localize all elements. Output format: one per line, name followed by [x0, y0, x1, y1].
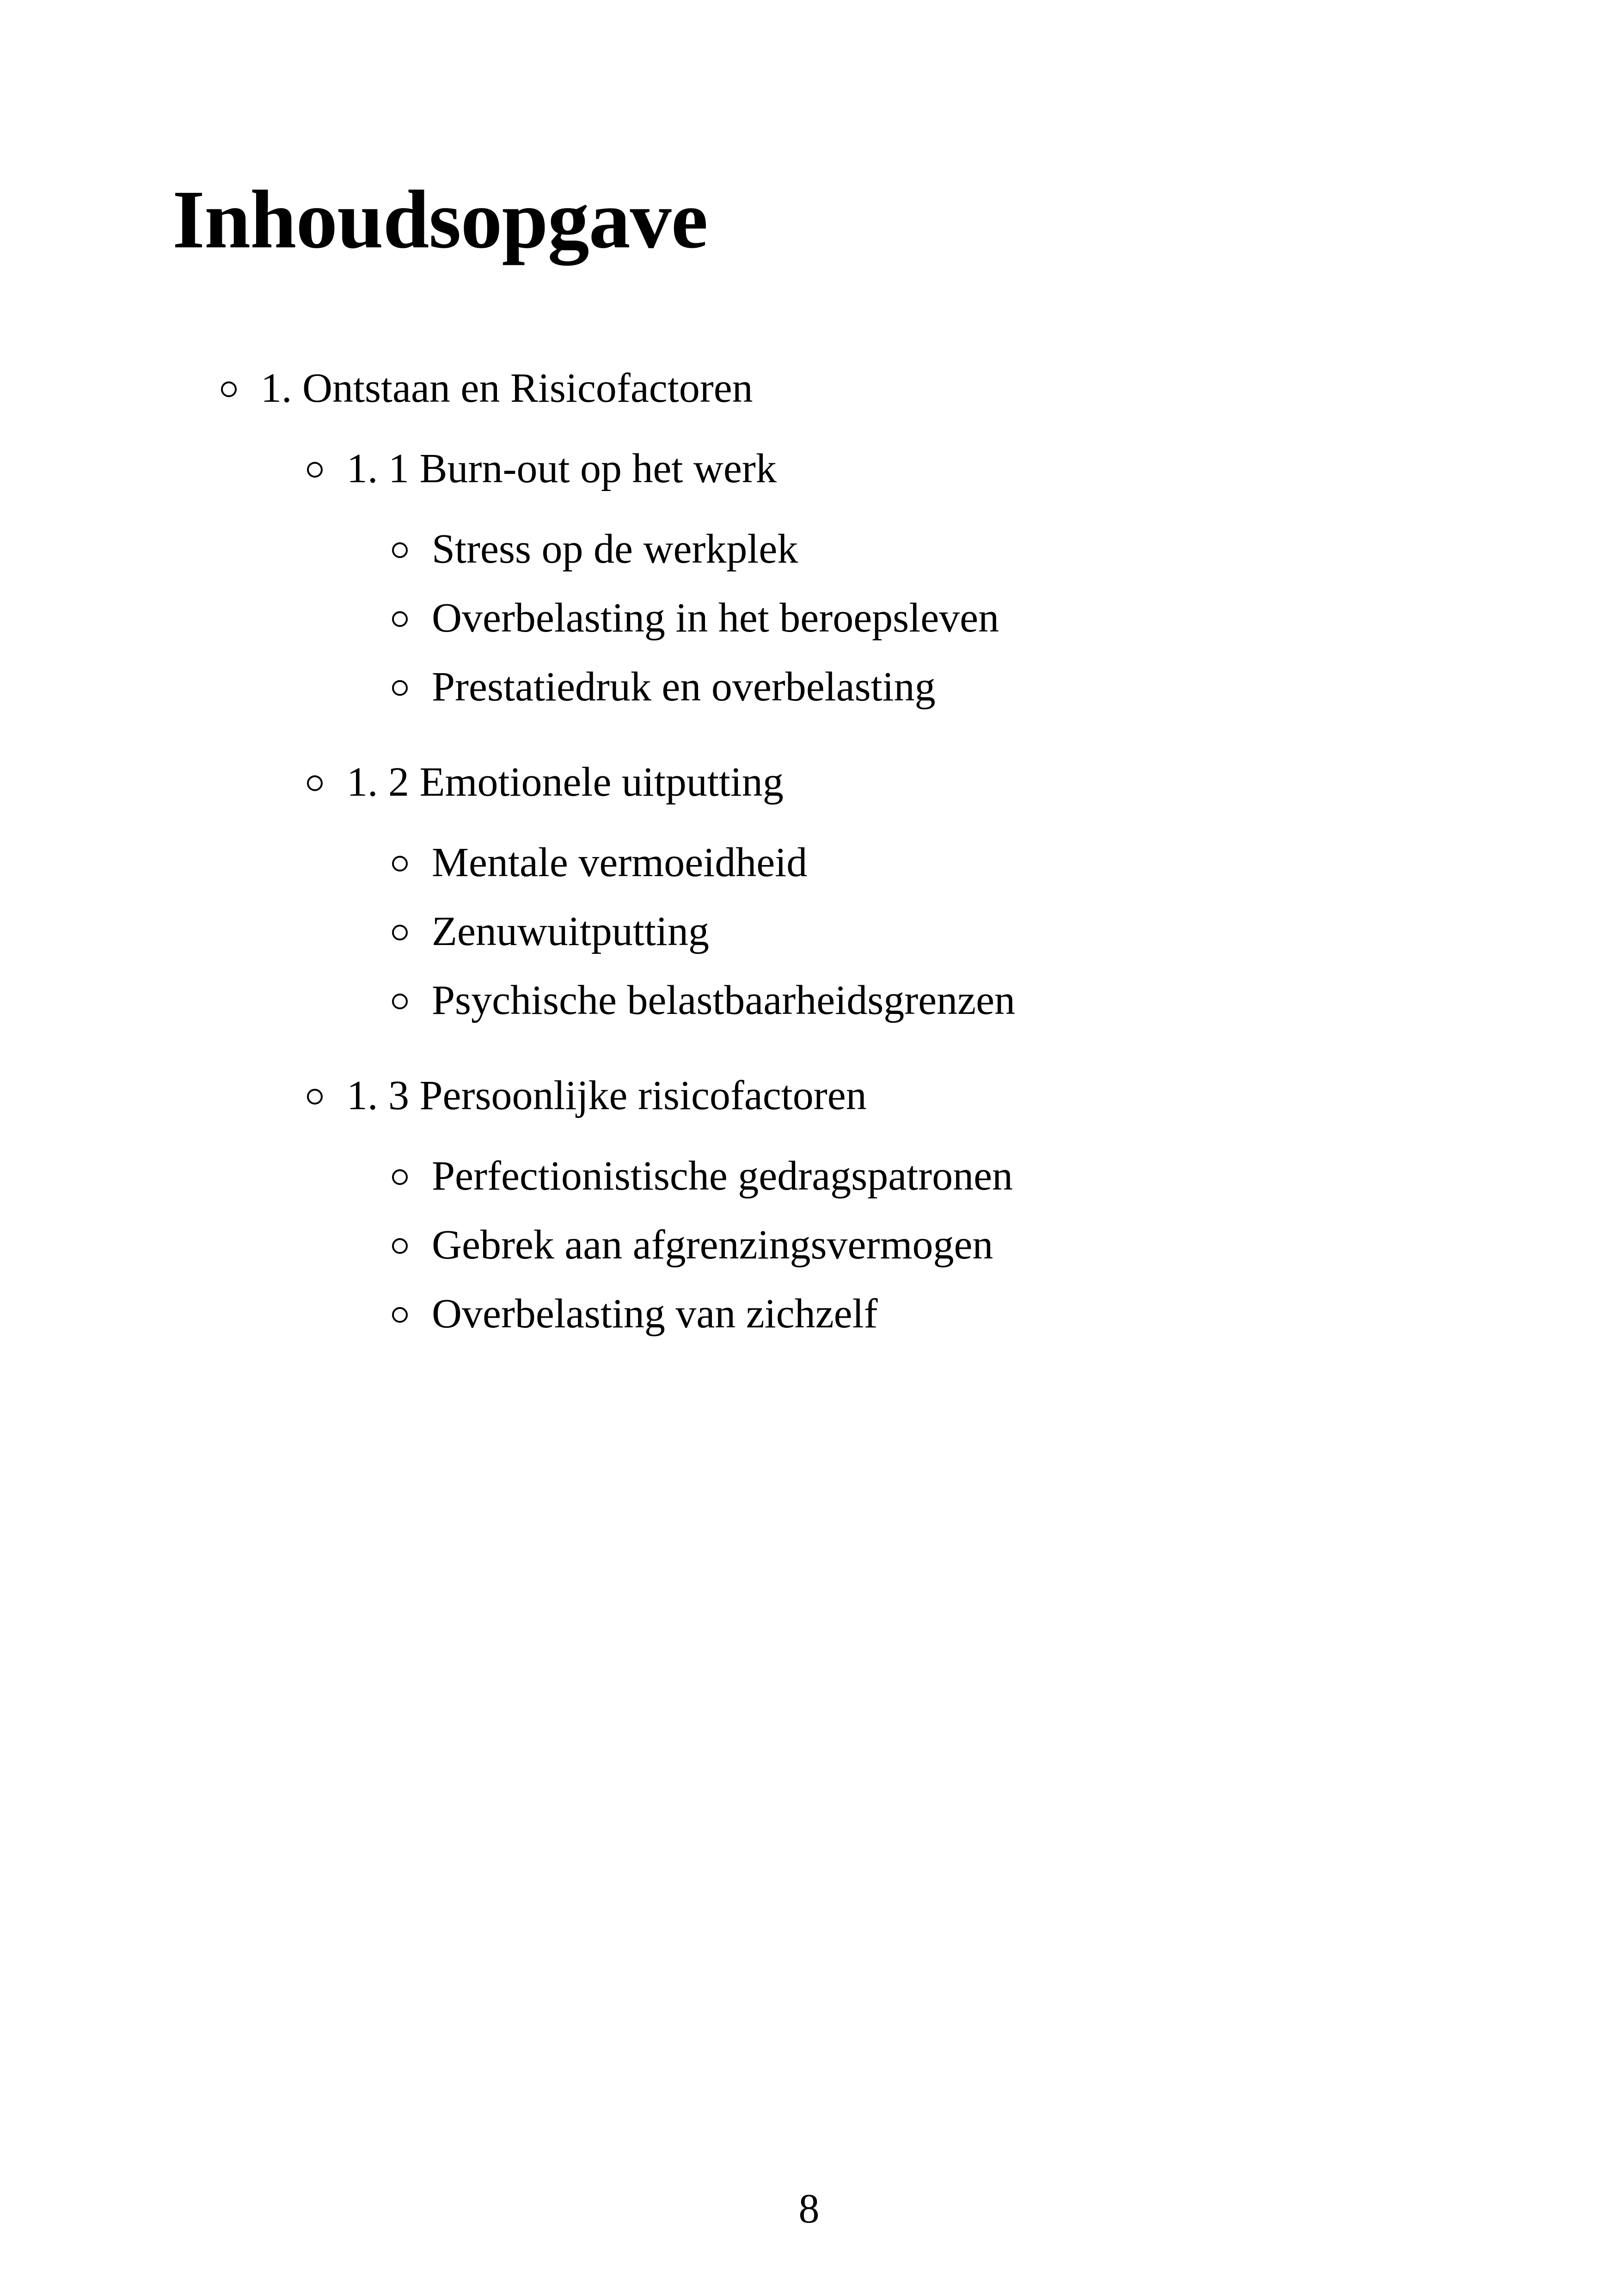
page-number: 8	[798, 2186, 820, 2232]
toc-item	[392, 1155, 1013, 1197]
hollow-circle-bullet-icon	[392, 680, 408, 696]
hollow-circle-bullet-icon	[392, 611, 408, 627]
hollow-circle-bullet-icon	[392, 1169, 408, 1185]
toc-item	[392, 597, 999, 639]
toc-item-label: Overbelasting in het beroepsleven	[432, 595, 999, 641]
toc-section-1-1	[307, 448, 777, 490]
hollow-circle-bullet-icon	[307, 775, 323, 791]
toc-item	[392, 911, 709, 952]
toc-item-label: Mentale vermoeidheid	[432, 840, 808, 885]
toc-section-label: 1. 2 Emotionele uitputting	[347, 759, 784, 805]
toc-item-label: Stress op de werkplek	[432, 526, 798, 572]
hollow-circle-bullet-icon	[307, 462, 323, 478]
hollow-circle-bullet-icon	[392, 994, 408, 1009]
toc-chapter-1	[221, 365, 753, 411]
hollow-circle-bullet-icon	[392, 1238, 408, 1254]
toc-item	[392, 528, 798, 570]
toc-item-label: Perfectionistische gedragspatronen	[432, 1153, 1013, 1199]
page-title: Inhoudsopgave	[172, 173, 708, 265]
toc-section-label: 1. 1 Burn-out op het werk	[347, 446, 777, 491]
toc-item	[392, 842, 807, 884]
toc-item	[392, 977, 1016, 1023]
hollow-circle-bullet-icon	[392, 542, 408, 558]
toc-item	[392, 666, 936, 708]
toc-section-1-2	[307, 761, 784, 803]
toc-chapter-label: 1. Ontstaan en Risicofactoren	[261, 365, 753, 411]
hollow-circle-bullet-icon	[221, 381, 237, 397]
toc-section-label: 1. 3 Persoonlijke risicofactoren	[347, 1073, 867, 1118]
hollow-circle-bullet-icon	[392, 1307, 408, 1323]
toc-item-label: Psychische belastbaarheidsgrenzen	[432, 977, 1016, 1023]
toc-section-1-3	[307, 1075, 867, 1117]
toc-item	[392, 1293, 878, 1335]
hollow-circle-bullet-icon	[392, 856, 408, 872]
toc-item-label: Gebrek aan afgrenzingsvermogen	[432, 1222, 993, 1268]
toc-item	[392, 1224, 993, 1266]
toc-item-label: Prestatiedruk en overbelasting	[432, 664, 936, 710]
hollow-circle-bullet-icon	[392, 925, 408, 940]
toc-item-label: Overbelasting van zichzelf	[432, 1291, 878, 1337]
toc-item-label: Zenuwuitputting	[432, 909, 709, 954]
hollow-circle-bullet-icon	[307, 1089, 323, 1105]
